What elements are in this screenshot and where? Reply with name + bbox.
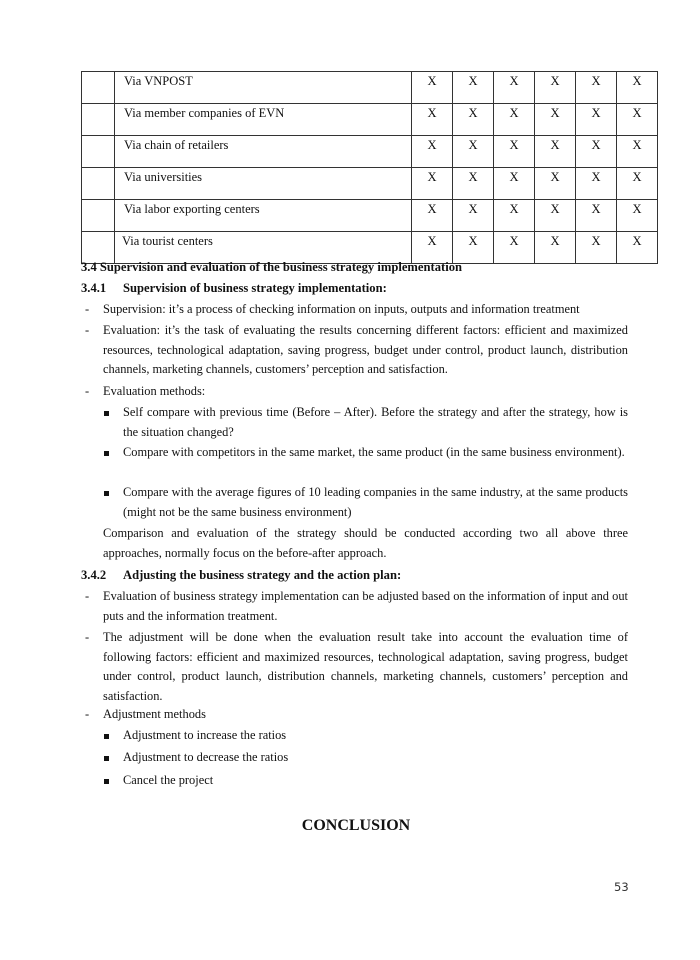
mark-cell: X [412, 232, 453, 264]
conclusion-heading: CONCLUSION [301, 817, 411, 834]
mark-cell: X [617, 232, 658, 264]
square-bullet-icon [104, 491, 109, 496]
mark-cell: X [576, 136, 617, 168]
adjustment-methods-label: Adjustment methods [103, 707, 206, 721]
square-bullet-icon [104, 451, 109, 456]
table-cell-empty [82, 168, 115, 200]
channel-label-cell: Via member companies of EVN [115, 104, 412, 136]
comparison-closing-paragraph: Comparison and evaluation of the strategy should be conducted according two all above three approaches, normally focus on the before-after approach. [103, 526, 628, 560]
subsection-title-3-4-2: Adjusting the business strategy and the action plan: [123, 568, 402, 582]
evaluation-definition: Evaluation: it’s the task of evaluating the results concerning different factors: efficient and maximized resources, technological adaptation, saving progress, budget under control, product launch, distribution channels, marketing channels, customers’ perception and satisfaction. [103, 323, 628, 376]
mark-cell: X [494, 104, 535, 136]
subsection-number-3-4-2: 3.4.2 [81, 568, 107, 582]
table-cell-empty [82, 136, 115, 168]
section-heading-3-4: 3.4 Supervision and evaluation of the business strategy implementation [81, 260, 462, 274]
page-number: 53 [614, 880, 629, 894]
mark-cell: X [453, 104, 494, 136]
mark-cell: X [453, 72, 494, 104]
dash-marker: - [85, 707, 90, 721]
dash-marker: - [85, 589, 90, 603]
evaluation-methods-label: Evaluation methods: [103, 384, 206, 398]
adjustment-basis: Evaluation of business strategy implementation can be adjusted based on the information of input and out puts and the information treatment. [103, 589, 628, 623]
mark-cell: X [494, 232, 535, 264]
square-bullet-icon [104, 411, 109, 416]
mark-cell: X [535, 72, 576, 104]
mark-cell: X [535, 200, 576, 232]
subsection-number-3-4-1: 3.4.1 [81, 281, 107, 295]
table-cell-empty [82, 104, 115, 136]
mark-cell: X [617, 136, 658, 168]
mark-cell: X [412, 200, 453, 232]
channel-label-cell: Via tourist centers [115, 232, 412, 264]
mark-cell: X [535, 104, 576, 136]
adjustment-method-2: Adjustment to decrease the ratios [123, 750, 289, 764]
subsection-title-3-4-1: Supervision of business strategy implementation: [123, 281, 387, 295]
mark-cell: X [576, 232, 617, 264]
dash-marker: - [85, 302, 90, 316]
mark-cell: X [494, 136, 535, 168]
dash-marker: - [85, 384, 90, 398]
adjustment-method-1: Adjustment to increase the ratios [123, 728, 287, 742]
mark-cell: X [412, 136, 453, 168]
adjustment-method-3: Cancel the project [123, 773, 214, 787]
supervision-definition: Supervision: it’s a process of checking information on inputs, outputs and information treatment [103, 302, 580, 316]
mark-cell: X [412, 168, 453, 200]
mark-cell: X [617, 200, 658, 232]
channel-label-cell: Via chain of retailers [115, 136, 412, 168]
mark-cell: X [617, 72, 658, 104]
mark-cell: X [453, 136, 494, 168]
channel-label-cell: Via VNPOST [115, 72, 412, 104]
channel-label-cell: Via universities [115, 168, 412, 200]
table-row [82, 136, 658, 168]
table-row [82, 168, 658, 200]
evaluation-method-2: Compare with competitors in the same market, the same product (in the same business environment). [123, 445, 625, 459]
table-row [82, 200, 658, 232]
distribution-channel-table [81, 71, 658, 264]
channel-label-cell: Via labor exporting centers [115, 200, 412, 232]
mark-cell: X [576, 200, 617, 232]
table-cell-empty [82, 72, 115, 104]
adjustment-timing: The adjustment will be done when the evaluation result take into account the evaluation time of following factors: efficient and maximized resources, technological adaptation, saving progress, budget under control, product launch, distribution channels, marketing channels, customers’ perception and satisfaction. [103, 630, 628, 703]
mark-cell: X [576, 104, 617, 136]
mark-cell: X [576, 72, 617, 104]
dash-marker: - [85, 323, 90, 337]
mark-cell: X [412, 72, 453, 104]
mark-cell: X [535, 232, 576, 264]
mark-cell: X [617, 168, 658, 200]
mark-cell: X [617, 104, 658, 136]
square-bullet-icon [104, 734, 109, 739]
mark-cell: X [494, 72, 535, 104]
mark-cell: X [535, 136, 576, 168]
table-cell-empty [82, 200, 115, 232]
evaluation-method-1: Self compare with previous time (Before – After). Before the strategy and after the strategy, how is the situation changed? [123, 405, 628, 439]
mark-cell: X [453, 168, 494, 200]
mark-cell: X [535, 168, 576, 200]
table-row [82, 72, 658, 104]
table-row [82, 104, 658, 136]
square-bullet-icon [104, 779, 109, 784]
mark-cell: X [576, 168, 617, 200]
mark-cell: X [453, 232, 494, 264]
mark-cell: X [494, 168, 535, 200]
square-bullet-icon [104, 756, 109, 761]
mark-cell: X [453, 200, 494, 232]
evaluation-method-3: Compare with the average figures of 10 leading companies in the same industry, at the same products (might not be the same business environment) [123, 485, 628, 519]
mark-cell: X [412, 104, 453, 136]
dash-marker: - [85, 630, 90, 644]
mark-cell: X [494, 200, 535, 232]
